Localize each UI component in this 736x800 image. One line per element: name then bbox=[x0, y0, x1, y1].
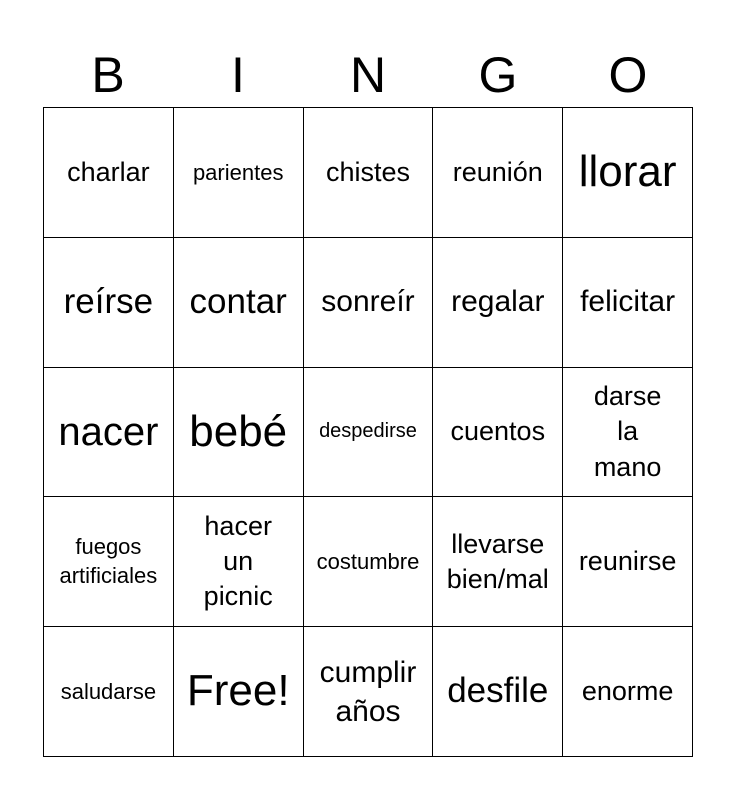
bingo-cell[interactable] bbox=[174, 497, 304, 627]
bingo-cell[interactable] bbox=[563, 238, 693, 368]
bingo-cell[interactable] bbox=[563, 368, 693, 498]
bingo-cell[interactable] bbox=[433, 108, 563, 238]
cell-label: regalar bbox=[451, 284, 545, 318]
bingo-cell[interactable] bbox=[433, 497, 563, 627]
bingo-cell[interactable] bbox=[44, 108, 174, 238]
bingo-cell[interactable] bbox=[44, 627, 174, 757]
bingo-grid bbox=[43, 107, 693, 757]
cell-label: saludarse bbox=[60, 678, 157, 704]
cell-label: despedirse bbox=[319, 420, 417, 443]
bingo-cell[interactable] bbox=[304, 238, 434, 368]
cell-label: parientes bbox=[192, 159, 284, 185]
bingo-cell[interactable] bbox=[44, 238, 174, 368]
cell-label: desfile bbox=[447, 671, 549, 711]
cell-label: reunirse bbox=[578, 546, 677, 577]
cell-label: llevarse bien/mal bbox=[446, 528, 549, 594]
cell-label: cuentos bbox=[450, 416, 546, 447]
cell-label: reunión bbox=[452, 156, 543, 187]
header-letter-n: N bbox=[349, 47, 387, 103]
header-letter-g: G bbox=[478, 47, 518, 103]
bingo-cell[interactable] bbox=[433, 238, 563, 368]
free-space-label: Free! bbox=[186, 666, 290, 716]
cell-label: sonreír bbox=[321, 284, 415, 318]
cell-label: felicitar bbox=[580, 284, 676, 318]
cell-label: costumbre bbox=[316, 549, 420, 575]
cell-label: nacer bbox=[58, 409, 159, 454]
cell-label: reírse bbox=[63, 282, 154, 322]
bingo-cell[interactable] bbox=[433, 368, 563, 498]
bingo-cell[interactable] bbox=[304, 497, 434, 627]
bingo-cell[interactable] bbox=[563, 497, 693, 627]
bingo-cell[interactable] bbox=[44, 368, 174, 498]
bingo-cell[interactable] bbox=[563, 108, 693, 238]
bingo-header bbox=[43, 44, 693, 106]
bingo-cell[interactable] bbox=[174, 108, 304, 238]
bingo-cell[interactable] bbox=[174, 368, 304, 498]
header-letter-o: O bbox=[608, 47, 648, 103]
cell-label: charlar bbox=[67, 156, 150, 187]
bingo-cell[interactable] bbox=[304, 368, 434, 498]
header-letter-i: I bbox=[231, 47, 245, 103]
cell-label: cumplir años bbox=[319, 655, 417, 728]
bingo-cell[interactable] bbox=[44, 497, 174, 627]
bingo-cell[interactable] bbox=[304, 627, 434, 757]
bingo-cell[interactable] bbox=[433, 627, 563, 757]
bingo-cell[interactable] bbox=[174, 238, 304, 368]
cell-label: hacer un picnic bbox=[203, 511, 273, 612]
bingo-cell[interactable] bbox=[304, 108, 434, 238]
cell-label: darse la mano bbox=[593, 381, 662, 482]
bingo-cell[interactable] bbox=[563, 627, 693, 757]
cell-label: chistes bbox=[325, 156, 411, 187]
cell-label: bebé bbox=[189, 406, 288, 456]
header-letter-b: B bbox=[91, 47, 125, 103]
cell-label: fuegos artificiales bbox=[59, 534, 158, 588]
cell-label: llorar bbox=[578, 147, 677, 197]
cell-label: enorme bbox=[581, 676, 674, 707]
free-space-cell[interactable] bbox=[174, 627, 304, 757]
cell-label: contar bbox=[189, 282, 287, 322]
